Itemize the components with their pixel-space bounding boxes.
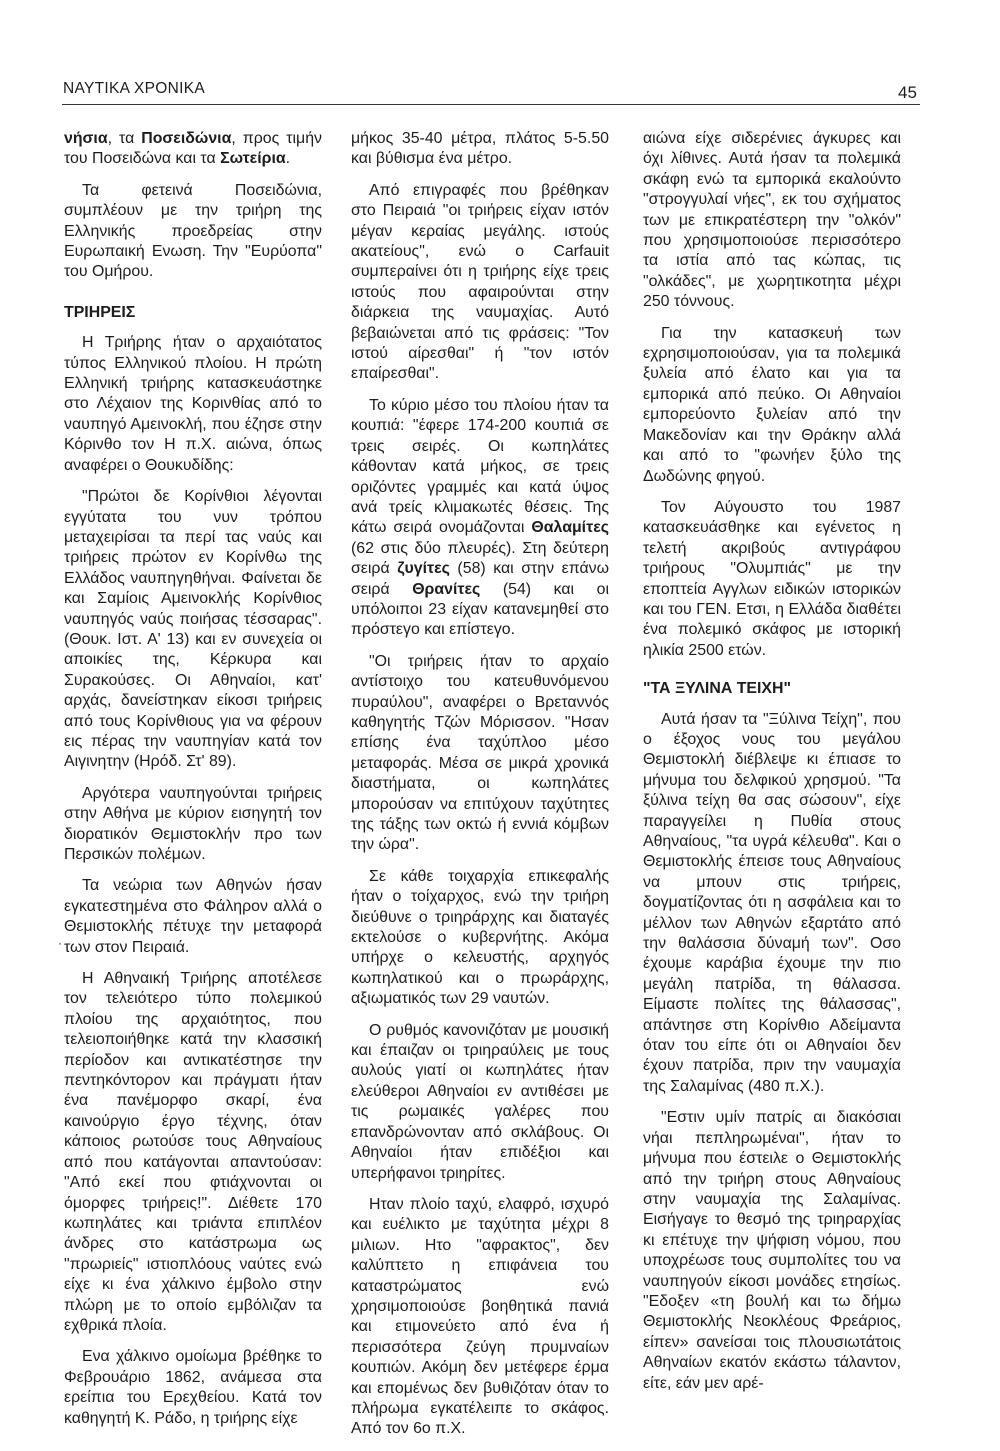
text-run: Το κύριο μέσο του πλοίου ήταν τα κουπιά: "έφερε 174-200 κουπιά σε τρεις σειρές. Οι κωπηλάτες κάθονταν κατά μήκος, σε τρεις οριζόντες γραμμές και κατά ύψος ανά τρείς κλιμακωτές θέσεις. Της κάτω σειρά ονομάζονται — [351, 396, 609, 537]
paragraph: Τα νεώρια των Αθηνών ήσαν εγκατεστημένα στο Φάληρον αλλά ο Θεμιστοκλής πέτυχε την μεταφορά των στον Πειραιά. — [64, 877, 322, 956]
paragraph: Η Τριήρης ήταν ο αρχαιότατος τύπος Ελληνικού πλοίου. Η πρώτη Ελληνική τριήρης κατασκευάστηκε στο Λέχαιον της Κορινθίας από το ναυπηγό Αμεινοκλή, που έζησε στην Κόρινθο τον Η π.Χ. αιώνα, όπως αναφέρει ο Θουκυδίδης: — [64, 334, 322, 474]
header-rule — [62, 104, 920, 105]
paragraph: "Οι τριήρεις ήταν το αρχαίο αντίστοιχο του κατευθυνόμενου πυραύλου", αναφέρει ο Βρεταννός καθηγητής Τζών Μόρισσον. "Ησαν επίσης ένα ταχύπλοο μέσο μεταφοράς. Μέσα σε μικρά χρονικά διαστήματα, οι κωπηλάτες μπορούσαν να επιτύχουν ταχύτητες της τάξης των οκτώ ή εννιά κόμβων την ώρα". — [351, 652, 609, 854]
page-number: 45 — [898, 83, 917, 102]
margin-mark: · — [58, 936, 62, 950]
text-run: (58) και στην επάνω σειρά — [351, 560, 609, 598]
section-heading: ΤΡΙΗΡΕΙΣ — [64, 303, 136, 321]
paragraph — [64, 129, 322, 170]
bold-term: Ποσειδώνια — [141, 130, 232, 147]
running-header: ΝΑΥΤΙΚΑ ΧΡΟΝΙΚΑ — [63, 80, 206, 97]
bold-term: Σωτείρια — [220, 150, 286, 168]
paragraph: μήκος 35-40 μέτρα, πλάτος 5-5.50 και βύθισμα ένα μέτρο. — [351, 130, 609, 168]
text-run: (62 στις δύο πλευρές). Στη δεύτερη σειρά — [351, 539, 609, 578]
column-2 — [351, 129, 609, 1451]
bold-term: Θαλαμίτες — [531, 519, 609, 537]
bold-term: ζυγίτες — [397, 560, 450, 578]
bold-term: Θρανίτες — [412, 580, 481, 598]
paragraph: Για την κατασκευή των εχρησιμοποιούσαν, για τα πολεμικά ξυλεία από έλατο και για τα εμπορικά από πεύκο. Οι Αθηναίοι εμπορεύοντο ξυλείαν από την Μακεδονίαν και την Θράκην αλλά και από το "φωνήεν ξύλο της Δωδώνης φηγού. — [643, 324, 901, 485]
paragraph: Ηταν πλοίο ταχύ, ελαφρό, ισχυρό και ευέλικτο με ταχύτητα μέχρι 8 μιλιων. Ητο "αφρακτος", δεν καλύπτετο η επιφάνεια του καταστρώματος ενώ χρησιμοποιούσε βοηθητικά πανιά και ετιμονεύετο από ένα ή περισσότερα ζεύγη πρυμναίων κουπιών. Ακόμη δεν μετέφερε έρμα και επομένως δεν βυθιζόταν όταν το πλήρωμα εγκατέλειπε το σκάφος. Από τον 6ο π.Χ. — [351, 1195, 609, 1438]
paragraph: Αυτά ήσαν τα "Ξύλινα Τείχη", που ο έξοχος νους του μεγάλου Θεμιστοκλή διέβλεψε κι έπιασε το μήνυμα του δελφικού χρησμού. "Τα ξύλινα τείχη θα σας σώσουν", είχε παραγγείλει η Πυθία στους Αθηναίους, "τα υγρά κέλευθα". Και ο Θεμιστοκλής έπεισε τους Αθηναίους να μπουν στις τριήρεις, δογματίζοντας ότι η ασφάλεια και το μέλλον των Αθηνών εξαρτάτο από την θαλάσσια δύναμή των". Οσο έχουμε καράβια έχουμε την πιο μεγάλη πατρίδα, τη θάλασσα. Είμαστε πολίτες της θάλασσας", απάντησε στη Κορίνθιο Αδείμαντα όταν του είπε ότι οι Αθηναίοι δεν έχουν πατρίδα, πριν την ναυμαχία της Σαλαμίνας (480 π.Χ.). — [643, 710, 901, 1095]
paragraph: Η Αθηναική Τριήρης αποτέλεσε τον τελειότερο τύπο πολεμικού πλοίου της αρχαιότητος, που τελειοποιήθηκε κατά την κλασσική περίοδον και αντικατέστησε την πεντηκόντορον και πράγματι ήταν ένα πανέμορφο σκαρί, ένα καινούργιο έργο τέχνης, όταν κάποιος ρωτούσε τους Αθηναίους από που κατάγονται απαντούσαν: "Από εκεί που φτιάχνονται οι όμορφες τριήρεις!". Διέθετε 170 κωπηλάτες και τριάντα επιπλέον άνδρες στο κατάστρωμα ως "πρωριείς" ιστιοπλόους ναύτες ενώ είχε κι ένα χάλκινο έμβολο στην πλώρη με το οποίο εμβόλιζαν τα εχθρικά πλοία. — [64, 970, 322, 1334]
paragraph: Από επιγραφές που βρέθηκαν στο Πειραιά "οι τριήρεις είχαν ιστόν μέγαν κεραίας μεγάλης. ιστούς ακατείους", ενώ ο Carfauit συμπεραίνει ότι η τριήρης είχε τρεις ιστούς που αφαιρούνται στην διάρκεια της ναυμαχίας. Αυτό βεβαιώνεται από τις φράσεις: "Τον ιστού αίρεσθαι" ή "τον ιστόν επαίρεσθαι". — [351, 181, 609, 383]
paragraph: Τα φετεινά Ποσειδώνια, συμπλέουν με την τριήρη της Ελληνικής προεδρείας στην Ευρωπαική Ενωση. Την "Ευρύοπα" του Ομήρου. — [64, 181, 322, 281]
section-heading: "ΤΑ ΞΥΛΙΝΑ ΤΕΙΧΗ" — [643, 680, 792, 698]
paragraph: "Πρώτοι δε Κορίνθιοι λέγονται εγγύτατα του νυν τρόπου μεταχειρίσαι τα περί τας ναύς και τριήρεις πρώτον εν Κορίνθω της Ελλάδος ναυπηγηθήναι. Φαίνεται δε και Σαμίοις Αμεινοκλής Κορίνθιος ναυπηγός ναύς ποιήσας τέσσαρας". (Θουκ. Ιστ. Α' 13) και εν συνεχεία οι αποικίες της, Κέρκυρα και Συρακούσες. Οι Αθηναίοι, κατ' αρχάς, δανείστηκαν είκοσι τριήρεις από τους Κορίνθιους για να φέρουν εις πέρας την ναυπηγίαν κατά τον Αιγινητην (Ηρόδ. Στ' 89). — [64, 488, 322, 771]
text-run: . — [285, 150, 291, 168]
paragraph: "Εστιν υμίν πατρίς αι διακόσιαι νήαι πεπληρωμέναι", ήταν το μήνυμα που έστειλε ο Θεμιστοκλής από την τριήρη στους Αθηναίους στην ναυμαχία της Σαλαμίνας. Εισήγαγε το θεσμό της τριηραρχίας κι επέτυχε την ψήφιση νόμου, που υποχρέωσε τους συμπολίτες του να ναυπηγούν είκοσι μονάδες ετησίως. "Εδοξεν «τη βουλή και τω δήμω Θεμιστοκλής Νεοκλέους Φρεάριος, είπεν» σανείσαι τοις πλουσιωτάτοις Αθηναίων εκατόν εκάστω τάλαντον, είτε, εάν μεν αρέ- — [643, 1109, 901, 1392]
paragraph — [351, 396, 609, 641]
paragraph: Αργότερα ναυπηγούνται τριήρεις στην Αθήνα με κύριον εισηγητή τον διορατικόν Θεμιστοκλήν προ των Περσικών πολέμων. — [64, 784, 322, 863]
text-run: , τα — [107, 130, 142, 147]
bold-term: νήσια — [64, 130, 108, 147]
paragraph: Ενα χάλκινο ομοίωμα βρέθηκε το Φεβρουάριο 1862, ανάμεσα στα ερείπια του Ερεχθείου. Κατά τον καθηγητή Κ. Ράδο, η τριήρης είχε — [64, 1348, 322, 1427]
column-3 — [643, 129, 901, 1405]
paragraph: Ο ρυθμός κανονιζόταν με μουσική και έπαιζαν οι τριηραύλεις με τους αυλούς γιατί οι κωπηλάτες ήταν ελεύθεροι Αθηναίοι εν αντιθέσει με τις ρωμαικές γαλέρες που επανδρώνονταν από σκλάβους. Οι Αθηναίοι ήταν επιδέξιοι και υπερήφανοι τριηρίτες. — [351, 1021, 609, 1182]
paragraph: Σε κάθε τοιχαρχία επικεφαλής ήταν ο τοίχαρχος, ενώ την τριήρη διεύθυνε ο τριηράρχης και διαταγές εκτελούσε ο κυβερνήτης. Ακόμα υπήρχε ο κελευστής, αρχηγός κωπηλατικού και ο πρωράρχης, αξιωματικός των 29 ναυτών. — [351, 867, 609, 1008]
column-1 — [64, 129, 322, 1440]
text-run: (54) και οι υπόλοιποι 23 είχαν κατανεμηθεί στο πρόστεγο και επίστεγο. — [351, 580, 609, 639]
text-run: , προς τιμήν του Ποσειδώνα και τα — [64, 130, 322, 168]
paragraph: αιώνα είχε σιδερένιες άγκυρες και όχι λίθινες. Αυτά ήσαν τα πολεμικά σκάφη ενώ τα εμπορικά εκαλούντο "στρογγυλαί νήες", εκ του σχήματος των με επικρατέστερη την "ολκόν" που χρησιμοποιούσε περισσότερο τα ιστία από τας κώπας, τις "ολκάδες", με χωρητικοτητα μέχρι 250 τόννους. — [643, 130, 901, 311]
paragraph: Τον Αύγουστο του 1987 κατασκευάσθηκε και εγένετος η τελετή ακριβούς αντιγράφου τριήρους "Ολυμπιάς" με την εποπτεία Αγγλων ειδικών ιστορικών και του ΓΕΝ. Ετσι, η Ελλάδα διαθέτει ένα πολεμικό σκάφος με ιστορική ηλικία 2500 ετών. — [643, 498, 901, 659]
